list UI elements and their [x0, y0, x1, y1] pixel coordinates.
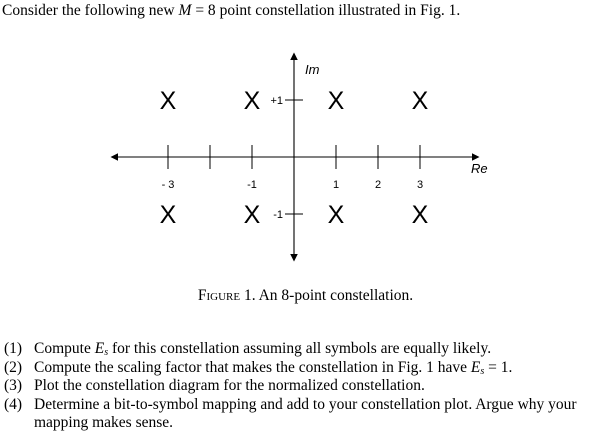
- real-tick-label: - 3: [161, 179, 175, 191]
- caption-text: An 8-point constellation.: [258, 287, 414, 304]
- intro-pre: Consider the following new: [2, 2, 175, 19]
- energy-symbol: E: [94, 340, 105, 357]
- constellation-point-x-marker: X: [411, 87, 429, 115]
- constellation-point-x-marker: X: [327, 87, 345, 115]
- intro-post: point constellation illustrated in Fig. 1.: [219, 2, 461, 19]
- question-item: [4, 396, 610, 433]
- intro-var-m: M: [178, 2, 192, 19]
- question-item: [4, 340, 610, 359]
- question-number: (1): [4, 340, 23, 357]
- constellation-point-x-marker: X: [159, 87, 177, 115]
- question-text: Compute the scaling factor that makes the constellation in Fig. 1 have $E_s = 1$.: [34, 358, 513, 377]
- energy-subscript: s: [104, 347, 109, 358]
- real-axis-label: Re: [471, 161, 488, 176]
- question-text: Determine a bit-to-symbol mapping and add to your constellation plot. Argue why your mapping makes sense.: [34, 395, 577, 431]
- question-number: (3): [4, 377, 23, 394]
- axes: [112, 54, 478, 260]
- energy-subscript: s: [480, 365, 485, 377]
- imaginary-axis-label: Im: [305, 62, 320, 77]
- question-item: [4, 377, 610, 396]
- question-number: (4): [4, 395, 23, 413]
- energy-symbol: E: [470, 358, 481, 376]
- question-list: [4, 340, 610, 433]
- intro-eq: = 8: [191, 2, 220, 19]
- imaginary-tick-label: +1: [270, 95, 283, 107]
- axis-tick-labels: [159, 62, 488, 221]
- real-tick-label: -1: [247, 179, 257, 191]
- caption-prefix: Figure 1.: [197, 287, 256, 304]
- constellation-point-x-marker: X: [411, 201, 429, 229]
- question-item: [4, 359, 610, 378]
- constellation-point-x-marker: X: [243, 201, 261, 229]
- constellation-point-x-marker: X: [243, 87, 261, 115]
- question-text: Plot the constellation diagram for the normalized constellation.: [34, 377, 425, 394]
- figure-caption: [0, 287, 611, 305]
- imaginary-tick-label: -1: [273, 209, 283, 221]
- real-tick-label: 2: [374, 179, 382, 191]
- question-number: (2): [4, 358, 23, 376]
- constellation-point-x-marker: X: [159, 201, 177, 229]
- real-tick-label: 3: [416, 179, 424, 191]
- constellation-point-x-marker: X: [327, 201, 345, 229]
- real-tick-label: 1: [332, 179, 340, 191]
- question-text: Compute $E_s$ for this constellation assuming all symbols are equally likely.: [34, 340, 492, 358]
